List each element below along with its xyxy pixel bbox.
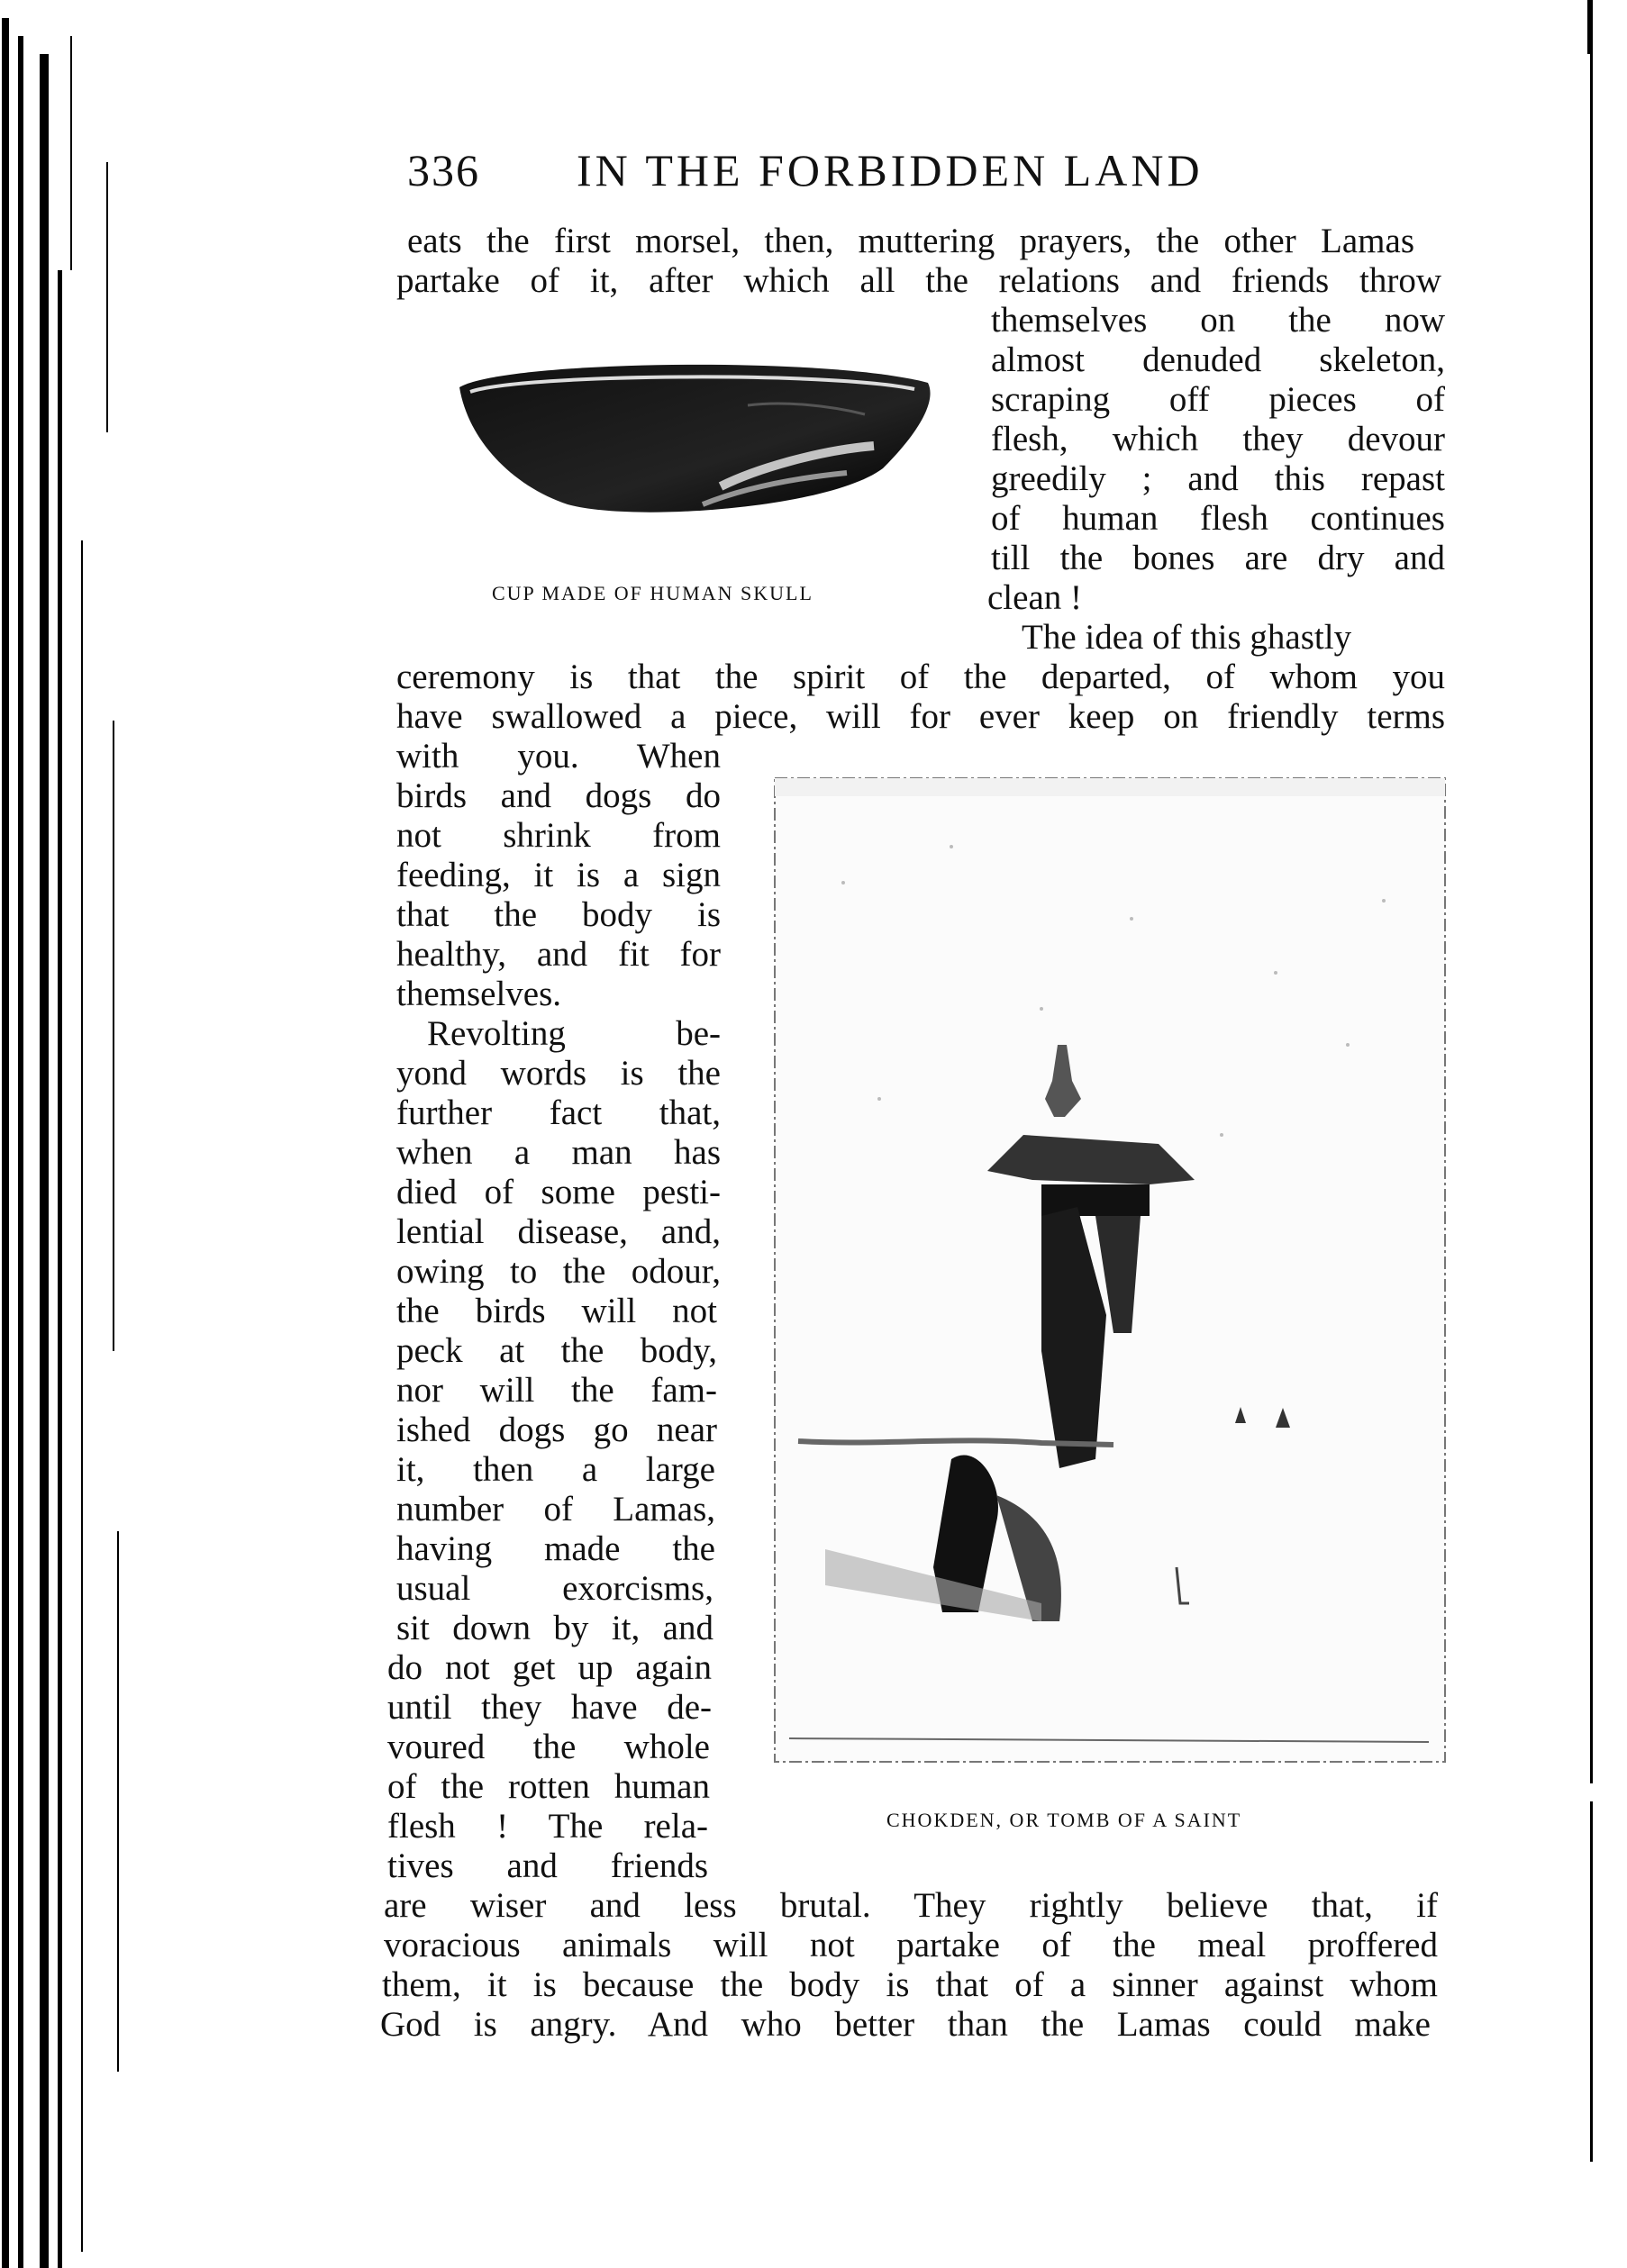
text-line: died of some pesti-: [396, 1173, 721, 1211]
text-line: eats the first morsel, then, muttering prayers, the other Lamas: [407, 222, 1414, 260]
text-line: when a man has: [396, 1133, 721, 1172]
text-line: ished dogs go near: [396, 1411, 717, 1449]
figure-caption: CHOKDEN, OR TOMB OF A SAINT: [886, 1809, 1242, 1831]
text-line: voracious animals will not partake of the meal proffered: [384, 1926, 1438, 1964]
text-line: themselves.: [396, 975, 562, 1013]
text-line: peck at the body,: [396, 1331, 717, 1370]
text-line: the birds will not: [396, 1292, 717, 1330]
text-line: Revolting be-: [427, 1014, 721, 1053]
text-line: The idea of this ghastly: [1022, 618, 1352, 657]
skull-cup-illustration: [450, 351, 937, 531]
text-line: not shrink from: [396, 816, 721, 855]
text-line: with you. When: [396, 737, 721, 776]
text-line: until they have de-: [387, 1688, 712, 1727]
text-line: flesh ! The rela-: [387, 1807, 708, 1846]
text-line: yond words is the: [396, 1054, 721, 1093]
text-line: greedily ; and this repast: [991, 459, 1445, 498]
running-header: [407, 144, 1308, 207]
text-line: lential disease, and,: [396, 1212, 721, 1251]
text-line: till the bones are dry and: [991, 539, 1445, 577]
text-line: God is angry. And who better than the Lamas could make: [380, 2005, 1431, 2044]
page-number: 336: [407, 145, 480, 195]
figure-caption: CUP MADE OF HUMAN SKULL: [492, 582, 814, 604]
text-line: flesh, which they devour: [991, 420, 1445, 458]
text-line: further fact that,: [396, 1093, 721, 1132]
text-line: partake of it, after which all the relations and friends throw: [396, 261, 1441, 300]
text-line: usual exorcisms,: [396, 1569, 714, 1608]
text-line: are wiser and less brutal. They rightly believe that, if: [384, 1886, 1438, 1925]
text-line: voured the whole: [387, 1728, 710, 1766]
text-line: have swallowed a piece, will for ever keep on friendly terms: [396, 697, 1445, 736]
text-line: owing to the odour,: [396, 1252, 721, 1291]
text-line: ceremony is that the spirit of the departed, of whom you: [396, 658, 1445, 696]
right-edge-rule: [1590, 54, 1593, 1783]
text-line: that the body is: [396, 895, 721, 934]
text-line: tives and friends: [387, 1846, 708, 1885]
text-line: of human flesh continues: [991, 499, 1445, 538]
text-line: do not get up again: [387, 1648, 712, 1687]
text-line: nor will the fam-: [396, 1371, 717, 1410]
text-line: of the rotten human: [387, 1767, 710, 1806]
text-line: themselves on the now: [991, 301, 1445, 340]
text-line: clean !: [987, 578, 1083, 617]
text-line: almost denuded skeleton,: [991, 340, 1445, 379]
tomb-photograph: [771, 775, 1449, 1765]
text-line: birds and dogs do: [396, 776, 721, 815]
running-title: IN THE FORBIDDEN LAND: [577, 145, 1204, 195]
text-line: them, it is because the body is that of a sinner against whom: [382, 1965, 1438, 2004]
binding-edge: [0, 0, 126, 2268]
right-edge-rule: [1590, 1801, 1593, 2162]
text-line: number of Lamas,: [396, 1490, 715, 1529]
text-line: scraping off pieces of: [991, 380, 1445, 419]
right-edge-rule: [1587, 0, 1593, 54]
text-line: healthy, and fit for: [396, 935, 721, 974]
text-line: having made the: [396, 1529, 715, 1568]
text-line: feeding, it is a sign: [396, 856, 721, 894]
text-line: it, then a large: [396, 1450, 715, 1489]
text-line: sit down by it, and: [396, 1609, 714, 1647]
